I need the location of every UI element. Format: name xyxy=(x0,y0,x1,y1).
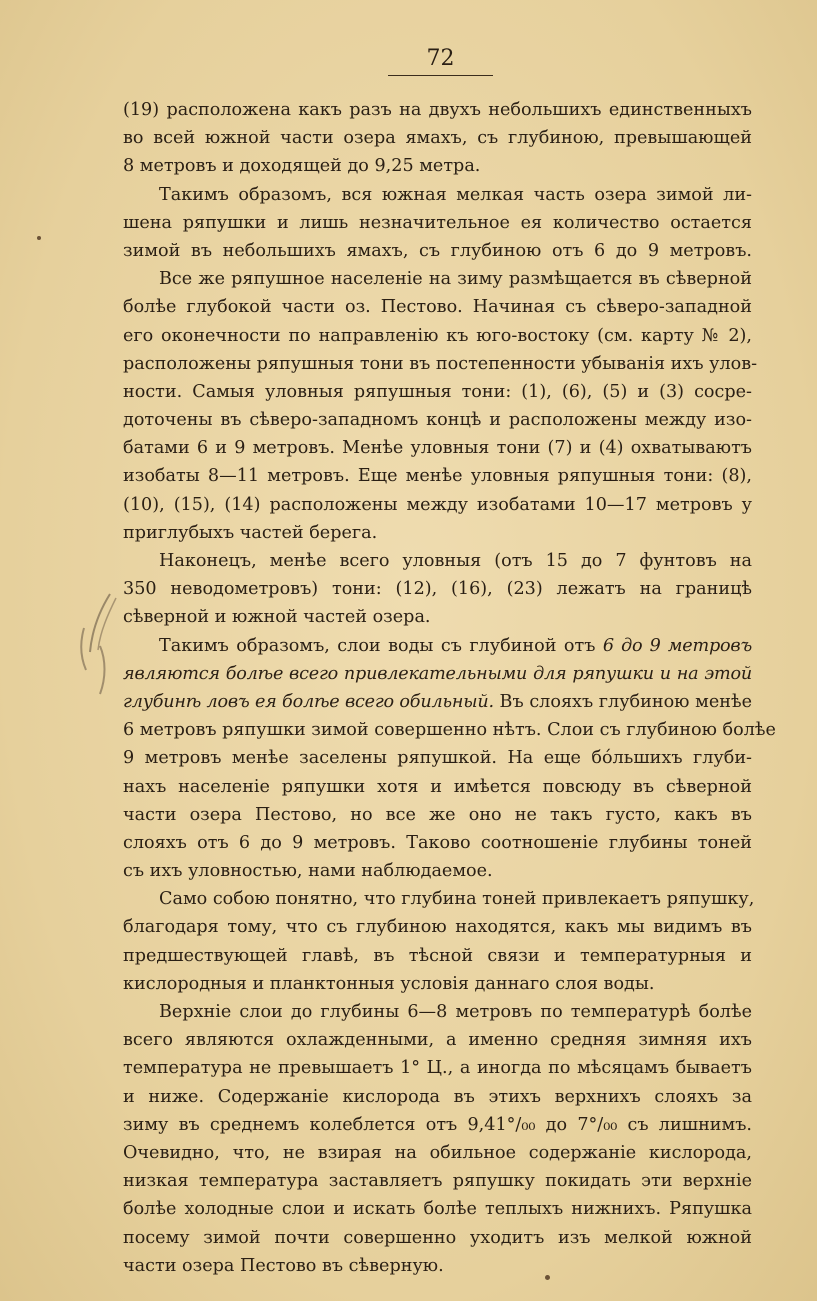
text-line: Верхніе слои до глубины 6—8 метровъ по температурѣ болѣе xyxy=(159,1002,752,1022)
text-line: части озера Пестово, но все же оно не такъ густо, какъ въ xyxy=(123,804,752,825)
text-line: слояхъ отъ 6 до 9 метровъ. Таково соотношеніе глубины тоней xyxy=(123,832,752,853)
text-line: болѣе глубокой части оз. Пестово. Начиная съ сѣверо-западной xyxy=(123,297,752,318)
emphasis-text: 6 до 9 метровъ xyxy=(602,635,752,656)
text-line xyxy=(123,688,752,716)
text-line: предшествующей главѣ, въ тѣсной связи и температурныя и xyxy=(123,945,752,966)
text-line: кислородныя и планктонныя условія даннаго слоя воды. xyxy=(123,973,655,994)
text-line: расположены ряпушныя тони въ постепенности убыванія ихъ улов- xyxy=(123,353,758,374)
margin-pencil-mark xyxy=(70,590,122,700)
text-line: (19) расположена какъ разъ на двухъ небольшихъ единственныхъ xyxy=(123,100,752,120)
text-line: батами 6 и 9 метровъ. Менѣе уловныя тони (7) и (4) охватываютъ xyxy=(123,438,752,459)
text-line: шена ряпушки и лишь незначительное ея количество остается xyxy=(123,212,752,233)
text-line: сѣверной и южной частей озера. xyxy=(123,607,431,628)
text-line: приглубыхъ частей берега. xyxy=(123,522,378,543)
text-line: зимой въ небольшихъ ямахъ, съ глубиною отъ 6 до 9 метровъ. xyxy=(123,240,752,261)
text-line: зиму въ среднемъ колеблется отъ 9,41°/₀₀ до 7°/₀₀ съ лишнимъ. xyxy=(123,1114,752,1135)
text-line: его оконечности по направленію къ юго-востоку (см. карту № 2), xyxy=(123,325,752,346)
text-line: температура не превышаетъ 1° Ц., а иногда по мѣсяцамъ бываетъ xyxy=(123,1058,752,1079)
text-line: части озера Пестово въ сѣверную. xyxy=(123,1255,444,1276)
paper-speck xyxy=(37,236,41,240)
text-line: и ниже. Содержаніе кислорода въ этихъ верхнихъ слояхъ за xyxy=(123,1086,752,1107)
text-line: (10), (15), (14) расположены между изобатами 10—17 метровъ у xyxy=(123,494,752,515)
text-line: посему зимой почти совершенно уходитъ изъ мелкой южной xyxy=(123,1227,752,1248)
text-run: Въ слояхъ глубиною менѣе xyxy=(499,691,752,712)
text-line: во всей южной части озера ямахъ, съ глубиною, превышающей xyxy=(123,128,752,149)
emphasis-text: глубинѣ ловъ ея болѣе всего обильный. xyxy=(123,691,494,712)
text-line: благодаря тому, что съ глубиною находятся, какъ мы видимъ въ xyxy=(123,917,752,938)
text-line: съ ихъ уловностью, нами наблюдаемое. xyxy=(123,861,493,882)
text-line: болѣе холодные слои и искать болѣе теплыхъ нижнихъ. Ряпушка xyxy=(123,1199,752,1220)
page-number-rule xyxy=(388,75,493,76)
text-line: нахъ населеніе ряпушки хотя и имѣется повсюду въ сѣверной xyxy=(123,776,752,797)
text-line xyxy=(123,632,752,660)
text-line: Все же ряпушное населеніе на зиму размѣщается въ сѣверной xyxy=(159,269,752,290)
page-number: 72 xyxy=(426,46,455,71)
text-line: 8 метровъ и доходящей до 9,25 метра. xyxy=(123,156,481,177)
text-line: Само собою понятно, что глубина тоней привлекаетъ ряпушку, xyxy=(159,889,755,910)
text-line: низкая температура заставляетъ ряпушку покидать эти верхніе xyxy=(123,1171,752,1192)
body-text xyxy=(123,96,776,1280)
text-line: 350 неводометровъ) тони: (12), (16), (23) лежатъ на границѣ xyxy=(123,579,752,600)
text-line: Такимъ образомъ, вся южная мелкая часть озера зимой ли- xyxy=(159,184,752,205)
text-line: 9 метровъ менѣе заселены ряпушкой. На еще бóльшихъ глуби- xyxy=(123,748,752,769)
text-line: всего являются охлажденными, а именно средняя зимняя ихъ xyxy=(123,1030,752,1051)
text-line: доточены въ сѣверо-западномъ концѣ и расположены между изо- xyxy=(123,410,752,431)
emphasis-line: являются болѣе всего привлекательными для ряпушки и на этой xyxy=(123,663,752,684)
text-run: Такимъ образомъ, слои воды съ глубиной отъ xyxy=(159,635,596,656)
text-line: Очевидно, что, не взирая на обильное содержаніе кислорода, xyxy=(123,1142,752,1163)
text-line: Наконецъ, менѣе всего уловныя (отъ 15 до 7 фунтовъ на xyxy=(159,551,752,571)
text-line: 6 метровъ ряпушки зимой совершенно нѣтъ. Слои съ глубиною болѣе xyxy=(123,720,776,741)
text-line: ности. Самыя уловныя ряпушныя тони: (1), (6), (5) и (3) сосре- xyxy=(123,381,752,402)
text-line: изобаты 8—11 метровъ. Еще менѣе уловныя ряпушныя тони: (8), xyxy=(123,466,752,487)
